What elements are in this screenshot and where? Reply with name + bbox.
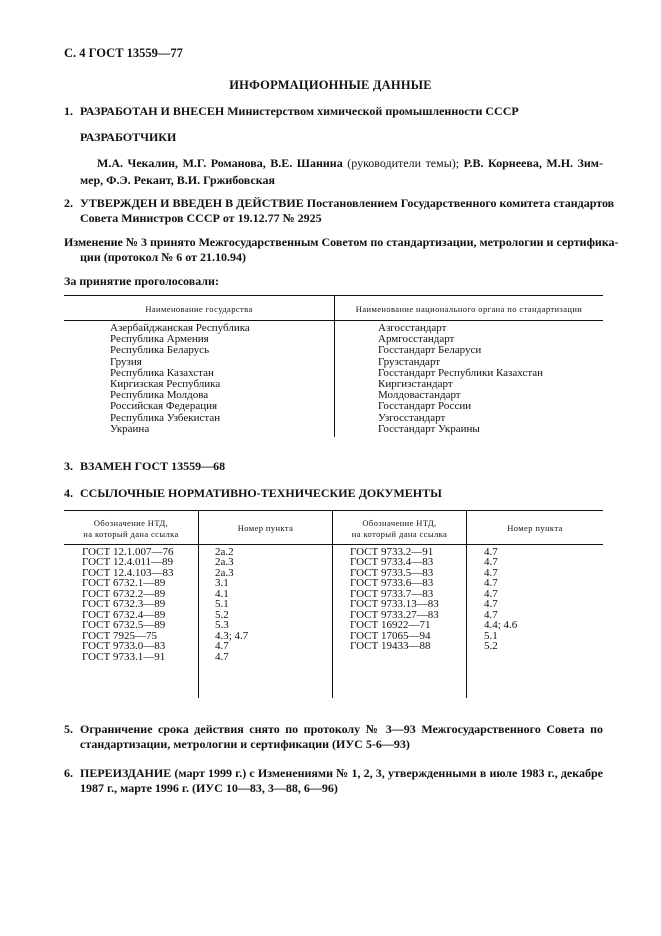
states-table-divider [334, 295, 335, 437]
section-2-text [80, 196, 615, 226]
ref-item-right: 5.1 [484, 629, 498, 642]
standards-body-name: Госстандарт Республики Казахстан [378, 366, 544, 379]
ref-doc-right: ГОСТ 9733.13—83 [350, 598, 439, 611]
ref-doc-left: ГОСТ 6732.2—89 [82, 587, 166, 600]
ref-item-right: 5.2 [484, 640, 498, 653]
section-5-number: 5. [64, 722, 73, 736]
ref-item-left: 4.7 [215, 640, 229, 653]
voted-label: За принятие проголосовали: [64, 274, 219, 288]
state-name: Киргизская Республика [110, 378, 221, 390]
ref-item-left: 2а.3 [215, 556, 234, 569]
ref-item-right: 4.7 [484, 587, 498, 600]
ref-item-right: 4.7 [484, 556, 498, 569]
ref-doc-right: ГОСТ 9733.7—83 [350, 587, 434, 600]
ref-doc-right: ГОСТ 16922—71 [350, 619, 431, 632]
section-6-text [80, 766, 603, 796]
ref-table-top-rule [64, 510, 603, 511]
standards-body-name: Узгосстандарт [378, 411, 446, 424]
developers-line-1 [97, 156, 603, 171]
ref-table-header-rule [64, 544, 603, 545]
standards-body-name: Армгосстандарт [378, 333, 455, 346]
section-2-line-2: Совета Министров СССР от 19.12.77 № 2925 [80, 211, 322, 225]
ref-item-right: 4.7 [484, 566, 498, 579]
ref-doc-left: ГОСТ 12.1.007—76 [82, 546, 174, 558]
ref-doc-left: ГОСТ 6732.1—89 [82, 577, 166, 590]
ref-item-right: 4.7 [484, 608, 498, 621]
developers-list [80, 156, 603, 188]
ref-doc-left: ГОСТ 12.4.011—89 [82, 556, 174, 569]
developers-line-2: мер, Ф.Э. Рекант, В.И. Гржибовская [80, 173, 275, 187]
state-name: Республика Узбекистан [110, 411, 221, 424]
state-name: Украина [110, 422, 150, 435]
ref-doc-left: ГОСТ 7925—75 [82, 629, 157, 642]
section-4-number: 4. [64, 486, 73, 500]
section-1-text [80, 104, 519, 119]
section-3-number: 3. [64, 459, 73, 473]
developers-names-2: Р.В. Корнеева, М.Н. Зим- [463, 156, 603, 170]
ref-doc-right: ГОСТ 9733.5—83 [350, 566, 434, 579]
section-2-number: 2. [64, 196, 73, 210]
ref-header-item-right: Номер пункта [507, 523, 563, 533]
ref-doc-right: ГОСТ 9733.27—83 [350, 608, 439, 621]
ref-item-left: 2а.3 [215, 566, 234, 579]
ref-item-left: 5.2 [215, 608, 229, 621]
ref-item-left: 5.3 [215, 619, 229, 632]
ref-doc-right: ГОСТ 19433—88 [350, 640, 431, 653]
ref-item-right: 4.7 [484, 546, 498, 558]
standards-body-name: Молдовастандарт [378, 389, 461, 402]
ref-header-doc-left [64, 518, 198, 540]
ref-header-doc-left-line-1: Обозначение НТД, [93, 518, 169, 528]
state-name: Республика Беларусь [110, 344, 210, 357]
ref-doc-right: ГОСТ 9733.2—91 [350, 546, 434, 558]
standards-body-name: Госстандарт Беларуси [378, 344, 482, 357]
developers-names-1: М.А. Чекалин, М.Г. Романова, В.Е. Шанина [97, 156, 343, 170]
ref-item-left: 2а.2 [215, 546, 234, 558]
ref-item-left: 3.1 [215, 577, 229, 590]
ref-doc-left: ГОСТ 6732.4—89 [82, 608, 166, 621]
amendment-line-1: Изменение № 3 принято Межгосударственным Советом по стандартизации, метрологии и сертифика- [64, 235, 619, 249]
section-5-text [80, 722, 603, 752]
ref-doc-right: ГОСТ 17065—94 [350, 629, 431, 642]
developers-role: (руководители темы); [347, 156, 460, 170]
section-6-line-2: 1987 г., марте 1996 г. (ИУС 10—83, 3—88, 6—96) [80, 781, 338, 795]
section-1-rest: Министерством химической промышленности СССР [227, 104, 519, 118]
ref-table-divider-3 [466, 510, 467, 698]
ref-doc-right: ГОСТ 9733.6—83 [350, 577, 434, 590]
ref-doc-left: ГОСТ 9733.1—91 [82, 650, 166, 663]
section-4-text: ССЫЛОЧНЫЕ НОРМАТИВНО-ТЕХНИЧЕСКИЕ ДОКУМЕНТЫ [80, 486, 442, 500]
state-name: Российская Федерация [110, 400, 218, 413]
ref-item-right: 4.7 [484, 598, 498, 611]
standards-body-name: Грузстандарт [378, 355, 441, 368]
ref-item-left: 5.1 [215, 598, 229, 611]
state-name: Республика Казахстан [110, 366, 214, 379]
state-name: Азербайджанская Республика [110, 322, 250, 334]
standards-body-name: Азгосстандарт [378, 322, 447, 334]
amendment-note [64, 235, 619, 265]
amendment-line-2: ции (протокол № 6 от 21.10.94) [80, 250, 247, 264]
section-5-line-2: стандартизации, метрологии и сертификации (ИУС 5-6—93) [80, 737, 410, 751]
ref-header-doc-right-line-1: Обозначение НТД, [362, 518, 437, 528]
ref-header-item-left: Номер пункта [237, 523, 294, 533]
state-name: Республика Армения [110, 333, 209, 346]
standards-body-name: Киргизстандарт [378, 378, 453, 390]
section-1-lead: РАЗРАБОТАН И ВНЕСЕН [80, 104, 225, 118]
ref-item-left: 4.7 [215, 650, 229, 663]
ref-doc-right: ГОСТ 9733.4—83 [350, 556, 434, 569]
ref-header-doc-right-line-2: на который дана ссылка [351, 529, 448, 539]
ref-header-doc-right [333, 518, 466, 540]
section-6-line-1: ПЕРЕИЗДАНИЕ (март 1999 г.) с Изменениями № 1, 2, 3, утвержденными в июле 1983 г., декабре [80, 766, 603, 780]
ref-doc-left: ГОСТ 6732.5—89 [82, 619, 166, 632]
section-3-text: ВЗАМЕН ГОСТ 13559—68 [80, 459, 226, 473]
standards-body-name: Госстандарт Украины [378, 422, 480, 435]
page-header: С. 4 ГОСТ 13559—77 [64, 46, 183, 60]
section-2-line-1 [80, 196, 615, 211]
ref-doc-left: ГОСТ 6732.3—89 [82, 598, 166, 611]
developers-heading: РАЗРАБОТЧИКИ [80, 130, 177, 144]
ref-header-doc-left-line-2: на который дана ссылка [83, 529, 179, 539]
section-2-rest: Постановлением Государственного комитета стандартов [306, 196, 615, 210]
ref-doc-left: ГОСТ 9733.0—83 [82, 640, 166, 653]
states-col2-header: Наименование национального органа по стандартизации [355, 304, 583, 314]
ref-item-right: 4.7 [484, 577, 498, 590]
ref-item-left: 4.3; 4.7 [215, 629, 249, 642]
state-name: Грузия [110, 355, 142, 368]
section-1-number: 1. [64, 104, 73, 118]
section-6-number: 6. [64, 766, 73, 780]
ref-table-divider-1 [198, 510, 199, 698]
standards-body-name: Госстандарт России [378, 400, 472, 413]
page-title: ИНФОРМАЦИОННЫЕ ДАННЫЕ [229, 78, 432, 92]
section-2-lead: УТВЕРЖДЕН И ВВЕДЕН В ДЕЙСТВИЕ [80, 196, 304, 210]
ref-item-left: 4.1 [215, 587, 229, 600]
ref-doc-left: ГОСТ 12.4.103—83 [82, 566, 174, 579]
ref-item-right: 4.4; 4.6 [484, 619, 518, 632]
section-5-line-1: Ограничение срока действия снято по протоколу № 3—93 Межгосударственного Совета по [80, 722, 603, 736]
state-name: Республика Молдова [110, 389, 209, 402]
states-col1-header: Наименование государства [145, 304, 253, 314]
